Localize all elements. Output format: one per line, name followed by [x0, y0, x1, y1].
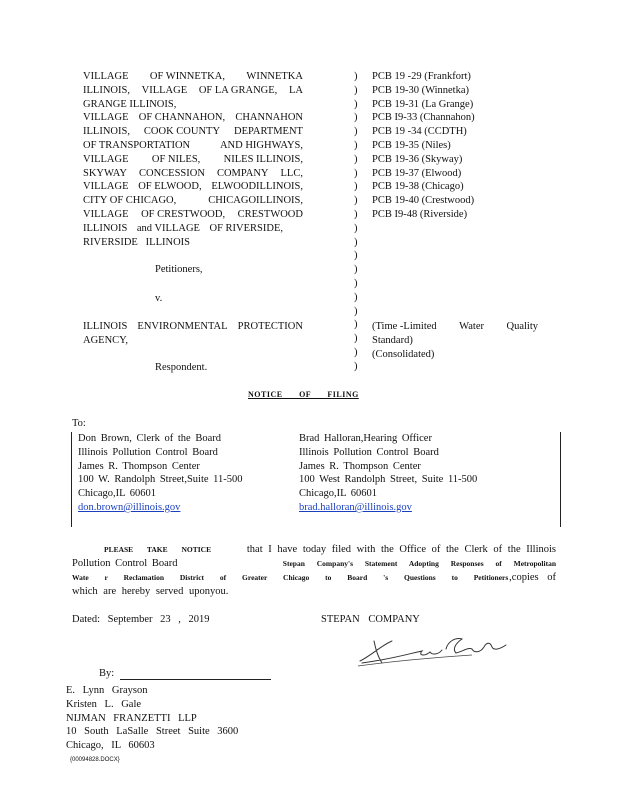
recipient-name: Don Brown, Clerk of the Board — [78, 433, 221, 444]
caption-paren: ) — [354, 264, 358, 276]
respondent-label: Respondent. — [155, 362, 208, 373]
case-number: PCB I9-33 (Channahon) — [372, 112, 475, 124]
signature-line — [120, 679, 271, 680]
caption-respondent — [83, 320, 303, 348]
case-number: PCB I9-48 (Riverside) — [372, 208, 468, 220]
caption-paren-column — [354, 70, 358, 374]
caption-line: VILLAGE OF CHANNAHON, CHANNAHON — [83, 112, 303, 124]
attorney-name: E. Lynn Grayson — [66, 685, 148, 696]
caption-line: ILLINOIS and VILLAGE OF RIVERSIDE, — [83, 222, 283, 234]
caption-paren: ) — [354, 167, 358, 179]
recipient-street: 100 W. Randolph Street,Suite 11-500 — [78, 474, 243, 486]
company-name: STEPAN COMPANY — [321, 614, 420, 625]
caption-paren: ) — [354, 236, 358, 248]
caption-paren: ) — [354, 139, 358, 151]
caption-paren: ) — [354, 277, 358, 289]
firm-street: 10 South LaSalle Street Suite 3600 — [66, 726, 239, 738]
notice-title: NOTICE OF FILING — [248, 390, 359, 399]
caption-paren: ) — [354, 319, 358, 331]
recipient-2 — [299, 432, 477, 515]
document-id: {00094828.DOCX} — [70, 757, 120, 763]
caption-line: VILLAGE OF WINNETKA, WINNETKA — [83, 71, 303, 82]
case-number: PCB 19-30 (Winnetka) — [372, 84, 469, 96]
dated-line: Dated: September 23 , 2019 — [72, 614, 210, 625]
versus-label: v. — [155, 293, 163, 304]
caption-line: ILLINOIS, VILLAGE OF LA GRANGE, LA — [83, 84, 303, 96]
caption-paren: ) — [354, 181, 358, 193]
recipient-name: Brad Halloran,Hearing Officer — [299, 433, 432, 444]
notice-lead: PLEASE TAKE NOTICE — [104, 545, 212, 554]
handwritten-signature — [352, 633, 512, 669]
case-number: PCB 19-31 (La Grange) — [372, 98, 474, 110]
caption-line: VILLAGE OF NILES, NILES ILLINOIS, — [83, 153, 303, 165]
case-number-list — [372, 70, 475, 222]
caption-petitioners — [83, 70, 303, 249]
firm-name: NIJMAN FRANZETTI LLP — [66, 712, 197, 724]
notice-line: Pollution Control Board Stepan Company's Statement Adopting Responses of Metropolitan — [72, 558, 556, 569]
caption-paren: ) — [354, 360, 358, 372]
notice-line: which are hereby served uponyou. — [72, 586, 229, 597]
document-title: Stepan Company's Statement Adopting Responses of Metropolitan — [282, 559, 556, 568]
caption-paren: ) — [354, 291, 358, 303]
attorney-name: Kristen L. Gale — [66, 698, 142, 710]
caption-paren: ) — [354, 346, 358, 358]
caption-line: ILLINOIS ENVIRONMENTAL PROTECTION — [83, 321, 303, 332]
matter-line: (Consolidated) — [372, 348, 435, 360]
caption-paren: ) — [354, 98, 358, 110]
box-right-border — [560, 432, 561, 527]
matter-description — [372, 320, 538, 361]
notice-line: PLEASE TAKE NOTICE that I have today filed with the Office of the Clerk of the Illinois — [104, 544, 556, 555]
recipient-street: 100 West Randolph Street, Suite 11-500 — [299, 474, 478, 486]
case-number: PCB 19-37 (Elwood) — [372, 167, 462, 179]
caption-paren: ) — [354, 333, 358, 345]
recipient-org: Illinois Pollution Control Board — [78, 446, 218, 458]
caption-paren: ) — [354, 305, 358, 317]
document-title: Wate r Reclamation District of Greater Chicago to Board 's Questions to Petitioners — [72, 573, 509, 582]
caption-line: OF TRANSPORTATION AND HIGHWAYS, — [83, 139, 303, 151]
caption-line: VILLAGE OF ELWOOD, ELWOODILLINOIS, — [83, 181, 303, 193]
case-number: PCB 19-36 (Skyway) — [372, 153, 463, 165]
caption-paren: ) — [354, 222, 358, 234]
by-label: By: — [99, 668, 115, 679]
case-number: PCB 19-35 (Niles) — [372, 139, 451, 151]
notice-line: Wate r Reclamation District of Greater Chicago to Board 's Questions to Petitioners ,copies of — [72, 572, 556, 583]
recipient-email-link[interactable]: don.brown@illinois.gov — [78, 501, 181, 513]
caption-line: SKYWAY CONCESSION COMPANY LLC, — [83, 167, 303, 179]
caption-paren: ) — [354, 195, 358, 207]
caption-line: AGENCY, — [83, 334, 129, 346]
recipient-building: James R. Thompson Center — [299, 460, 421, 472]
case-number: PCB 19 -29 (Frankfort) — [372, 71, 471, 82]
matter-line: (Time -Limited Water Quality — [372, 321, 538, 332]
recipient-org: Illinois Pollution Control Board — [299, 446, 439, 458]
recipient-city: Chicago,IL 60601 — [78, 488, 157, 500]
to-label: To: — [72, 418, 86, 429]
firm-city: Chicago, IL 60603 — [66, 740, 155, 752]
caption-paren: ) — [354, 153, 358, 165]
caption-paren: ) — [354, 250, 358, 262]
recipient-building: James R. Thompson Center — [78, 460, 200, 472]
case-number: PCB 19-38 (Chicago) — [372, 181, 464, 193]
matter-line: Standard) — [372, 334, 413, 346]
caption-line: GRANGE ILLINOIS, — [83, 98, 177, 110]
caption-line: VILLAGE OF CRESTWOOD, CRESTWOOD — [83, 208, 303, 220]
caption-paren: ) — [354, 71, 358, 82]
recipient-1 — [78, 432, 243, 515]
caption-line: ILLINOIS, COOK COUNTY DEPARTMENT — [83, 126, 303, 138]
case-number: PCB 19-40 (Crestwood) — [372, 195, 475, 207]
recipient-email-link[interactable]: brad.halloran@illinois.gov — [299, 501, 412, 513]
caption-paren: ) — [354, 126, 358, 138]
caption-line: RIVERSIDE ILLINOIS — [83, 236, 190, 248]
notice-paragraph — [72, 543, 556, 599]
petitioners-label: Petitioners, — [155, 264, 203, 275]
caption-line: CITY OF CHICAGO, CHICAGOILLINOIS, — [83, 195, 303, 207]
box-left-border — [71, 432, 72, 527]
case-number: PCB 19 -34 (CCDTH) — [372, 126, 467, 138]
caption-paren: ) — [354, 208, 358, 220]
caption-paren: ) — [354, 112, 358, 124]
recipient-city: Chicago,IL 60601 — [299, 488, 378, 500]
signature-block — [66, 684, 238, 753]
caption-paren: ) — [354, 84, 358, 96]
